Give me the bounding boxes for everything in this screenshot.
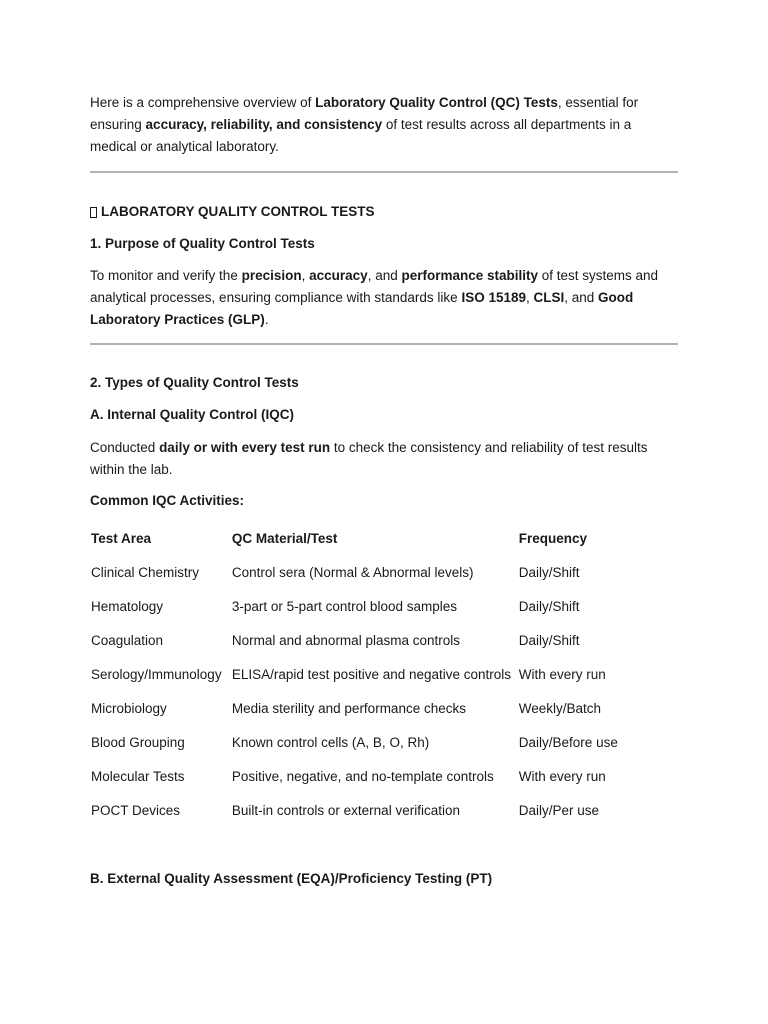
- iqc-text-1: Conducted: [90, 440, 160, 455]
- cell-test-area: POCT Devices: [91, 802, 181, 818]
- cell-test-area: Blood Grouping: [91, 734, 185, 750]
- intro-paragraph: [90, 92, 678, 158]
- s1-text-4: of test systems and analytical processes, ensuring compliance with standards like: [90, 268, 659, 305]
- cell-frequency: Daily/Per use: [518, 802, 600, 818]
- cell-qc-material: Normal and abnormal plasma controls: [231, 632, 460, 648]
- main-heading-text: LABORATORY QUALITY CONTROL TESTS: [101, 204, 375, 219]
- cell-qc-material: ELISA/rapid test positive and negative controls: [231, 666, 512, 682]
- section1-heading: 1. Purpose of Quality Control Tests: [90, 236, 315, 251]
- intro-text-2: , essential for ensuring: [90, 95, 639, 132]
- cell-frequency: Daily/Shift: [518, 632, 580, 648]
- header-test-area: Test Area: [91, 530, 152, 546]
- table-row: [90, 589, 678, 623]
- intro-text-3: of test results across all departments in a medical or analytical laboratory.: [90, 117, 632, 154]
- cell-frequency: Daily/Shift: [518, 564, 580, 580]
- iqc-bold-1: daily or with every test run: [159, 440, 331, 455]
- section1-paragraph: [90, 265, 678, 331]
- cell-qc-material: Built-in controls or external verification: [231, 802, 460, 818]
- cell-frequency: With every run: [518, 768, 606, 784]
- table-row: [90, 759, 678, 793]
- cell-qc-material: Known control cells (A, B, O, Rh): [231, 734, 430, 750]
- s1-bold-glp: Good Laboratory Practices (GLP): [90, 290, 634, 327]
- s1-text-1: To monitor and verify the: [90, 268, 242, 283]
- table-row: [90, 691, 678, 725]
- iqc-heading: A. Internal Quality Control (IQC): [90, 407, 295, 422]
- iqc-text-2: to check the consistency and reliability of test results within the lab.: [90, 440, 648, 477]
- eqa-heading: B. External Quality Assessment (EQA)/Proficiency Testing (PT): [90, 871, 493, 886]
- s1-text-3: , and: [367, 268, 402, 283]
- cell-qc-material: 3-part or 5-part control blood samples: [231, 598, 457, 614]
- s1-bold-precision: precision: [241, 268, 302, 283]
- s1-text-6: , and: [564, 290, 599, 305]
- divider-2: [90, 343, 678, 345]
- iqc-table: [90, 521, 678, 827]
- table-row: [90, 555, 678, 589]
- cell-frequency: With every run: [518, 666, 606, 682]
- s1-bold-accuracy: accuracy: [309, 268, 368, 283]
- table-header-row: [90, 521, 678, 555]
- divider-1: [90, 171, 678, 173]
- cell-qc-material: Control sera (Normal & Abnormal levels): [231, 564, 474, 580]
- s1-text-7: .: [264, 312, 269, 327]
- cell-test-area: Microbiology: [91, 700, 167, 716]
- main-heading: [90, 202, 678, 222]
- cell-qc-material: Positive, negative, and no-template controls: [231, 768, 494, 784]
- cell-frequency: Daily/Before use: [518, 734, 618, 750]
- cell-frequency: Daily/Shift: [518, 598, 580, 614]
- s1-bold-performance: performance stability: [401, 268, 539, 283]
- table-row: [90, 793, 678, 827]
- s1-bold-iso: ISO 15189: [461, 290, 526, 305]
- cell-test-area: Coagulation: [91, 632, 164, 648]
- header-frequency: Frequency: [518, 530, 588, 546]
- iqc-paragraph: [90, 437, 678, 481]
- intro-text-1: Here is a comprehensive overview of: [90, 95, 316, 110]
- cell-test-area: Hematology: [91, 598, 164, 614]
- table-row: [90, 725, 678, 759]
- cell-test-area: Serology/Immunology: [91, 666, 222, 682]
- section2-heading: 2. Types of Quality Control Tests: [90, 375, 299, 390]
- cell-qc-material: Media sterility and performance checks: [231, 700, 466, 716]
- intro-bold-1: Laboratory Quality Control (QC) Tests: [315, 95, 558, 110]
- table-row: [90, 657, 678, 691]
- s1-text-5: ,: [525, 290, 534, 305]
- intro-bold-2: accuracy, reliability, and consistency: [145, 117, 383, 132]
- cell-test-area: Clinical Chemistry: [91, 564, 200, 580]
- iqc-activities-heading: Common IQC Activities:: [90, 493, 245, 508]
- s1-text-2: ,: [301, 268, 310, 283]
- header-qc-material: QC Material/Test: [231, 530, 338, 546]
- s1-bold-clsi: CLSI: [533, 290, 565, 305]
- table-row: [90, 623, 678, 657]
- clipboard-icon: [90, 207, 97, 218]
- cell-test-area: Molecular Tests: [91, 768, 185, 784]
- cell-frequency: Weekly/Batch: [518, 700, 602, 716]
